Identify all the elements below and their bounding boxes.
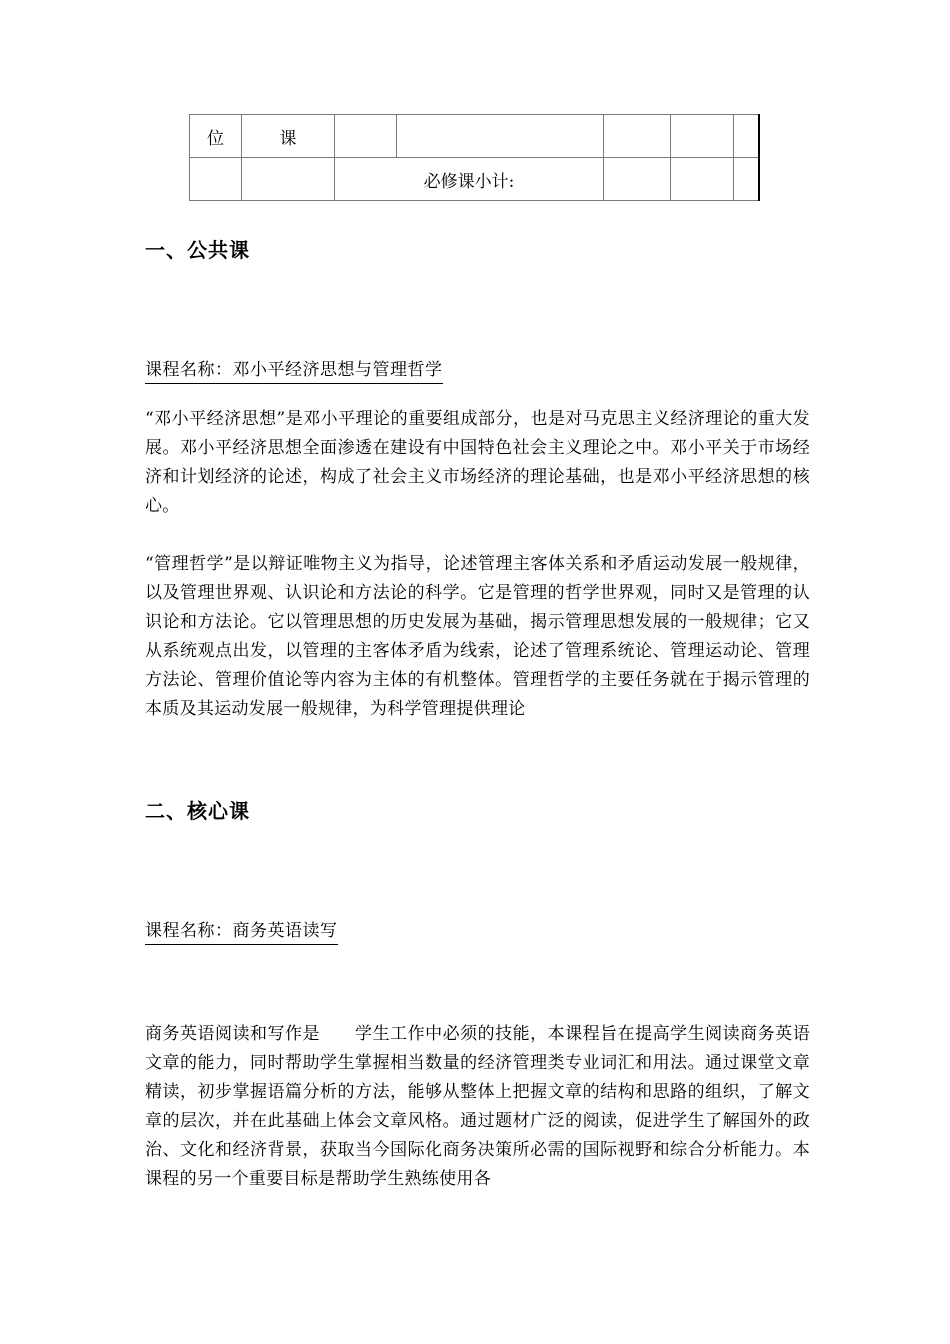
table-cell [604, 158, 671, 201]
table-row [190, 158, 759, 201]
paragraph-deng-xiaoping: “邓小平经济思想”是邓小平理论的重要组成部分，也是对马克思主义经济理论的重大发展。邓小平经济思想全面渗透在建设有中国特色社会主义理论之中。邓小平关于市场经济和计划经济的论述，构成了社会主义市场经济的理论基础，也是邓小平经济思想的核心。 [145, 409, 810, 516]
table-cell [190, 158, 242, 201]
course-table [189, 114, 760, 201]
table-row [190, 115, 759, 158]
section-heading-public: 一、公共课 [145, 238, 250, 262]
table-cell-subtotal: 必修课小计: [335, 158, 604, 201]
table-cell: 位 [190, 115, 242, 158]
paragraph-business-english: 商务英语阅读和写作是 学生工作中必须的技能，本课程旨在提高学生阅读商务英语文章的能力，同时帮助学生掌握相当数量的经济管理类专业词汇和用法。通过课堂文章精读，初步掌握语篇分析的方法，能够从整体上把握文章的结构和思路的组织，了解文章的层次，并在此基础上体会文章风格。通过题材广泛的阅读，促进学生了解国外的政治、文化和经济背景，获取当今国际化商务决策所必需的国际视野和综合分析能力。本课程的另一个重要目标是帮助学生熟练使用各 [145, 1024, 810, 1189]
table-cell [734, 115, 759, 158]
course-title-core: 课程名称：商务英语读写 [145, 916, 338, 945]
table-cell: 课 [242, 115, 335, 158]
table-cell [604, 115, 671, 158]
section-heading-core: 二、核心课 [145, 799, 250, 823]
table-cell [242, 158, 335, 201]
table-cell [671, 158, 734, 201]
table-cell [397, 115, 604, 158]
paragraph-management-philosophy: “管理哲学”是以辩证唯物主义为指导，论述管理主客体关系和矛盾运动发展一般规律，以及管理世界观、认识论和方法论的科学。它是管理的哲学世界观，同时又是管理的认识论和方法论。它以管理思想的历史发展为基础，揭示管理思想发展的一般规律；它又从系统观点出发，以管理的主客体矛盾为线索，论述了管理系统论、管理运动论、管理方法论、管理价值论等内容为主体的有机整体。管理哲学的主要任务就在于揭示管理的本质及其运动发展一般规律，为科学管理提供理论 [145, 554, 810, 719]
table-cell [335, 115, 397, 158]
course-title-public: 课程名称：邓小平经济思想与管理哲学 [145, 355, 443, 384]
table-cell [671, 115, 734, 158]
table-cell [734, 158, 759, 201]
